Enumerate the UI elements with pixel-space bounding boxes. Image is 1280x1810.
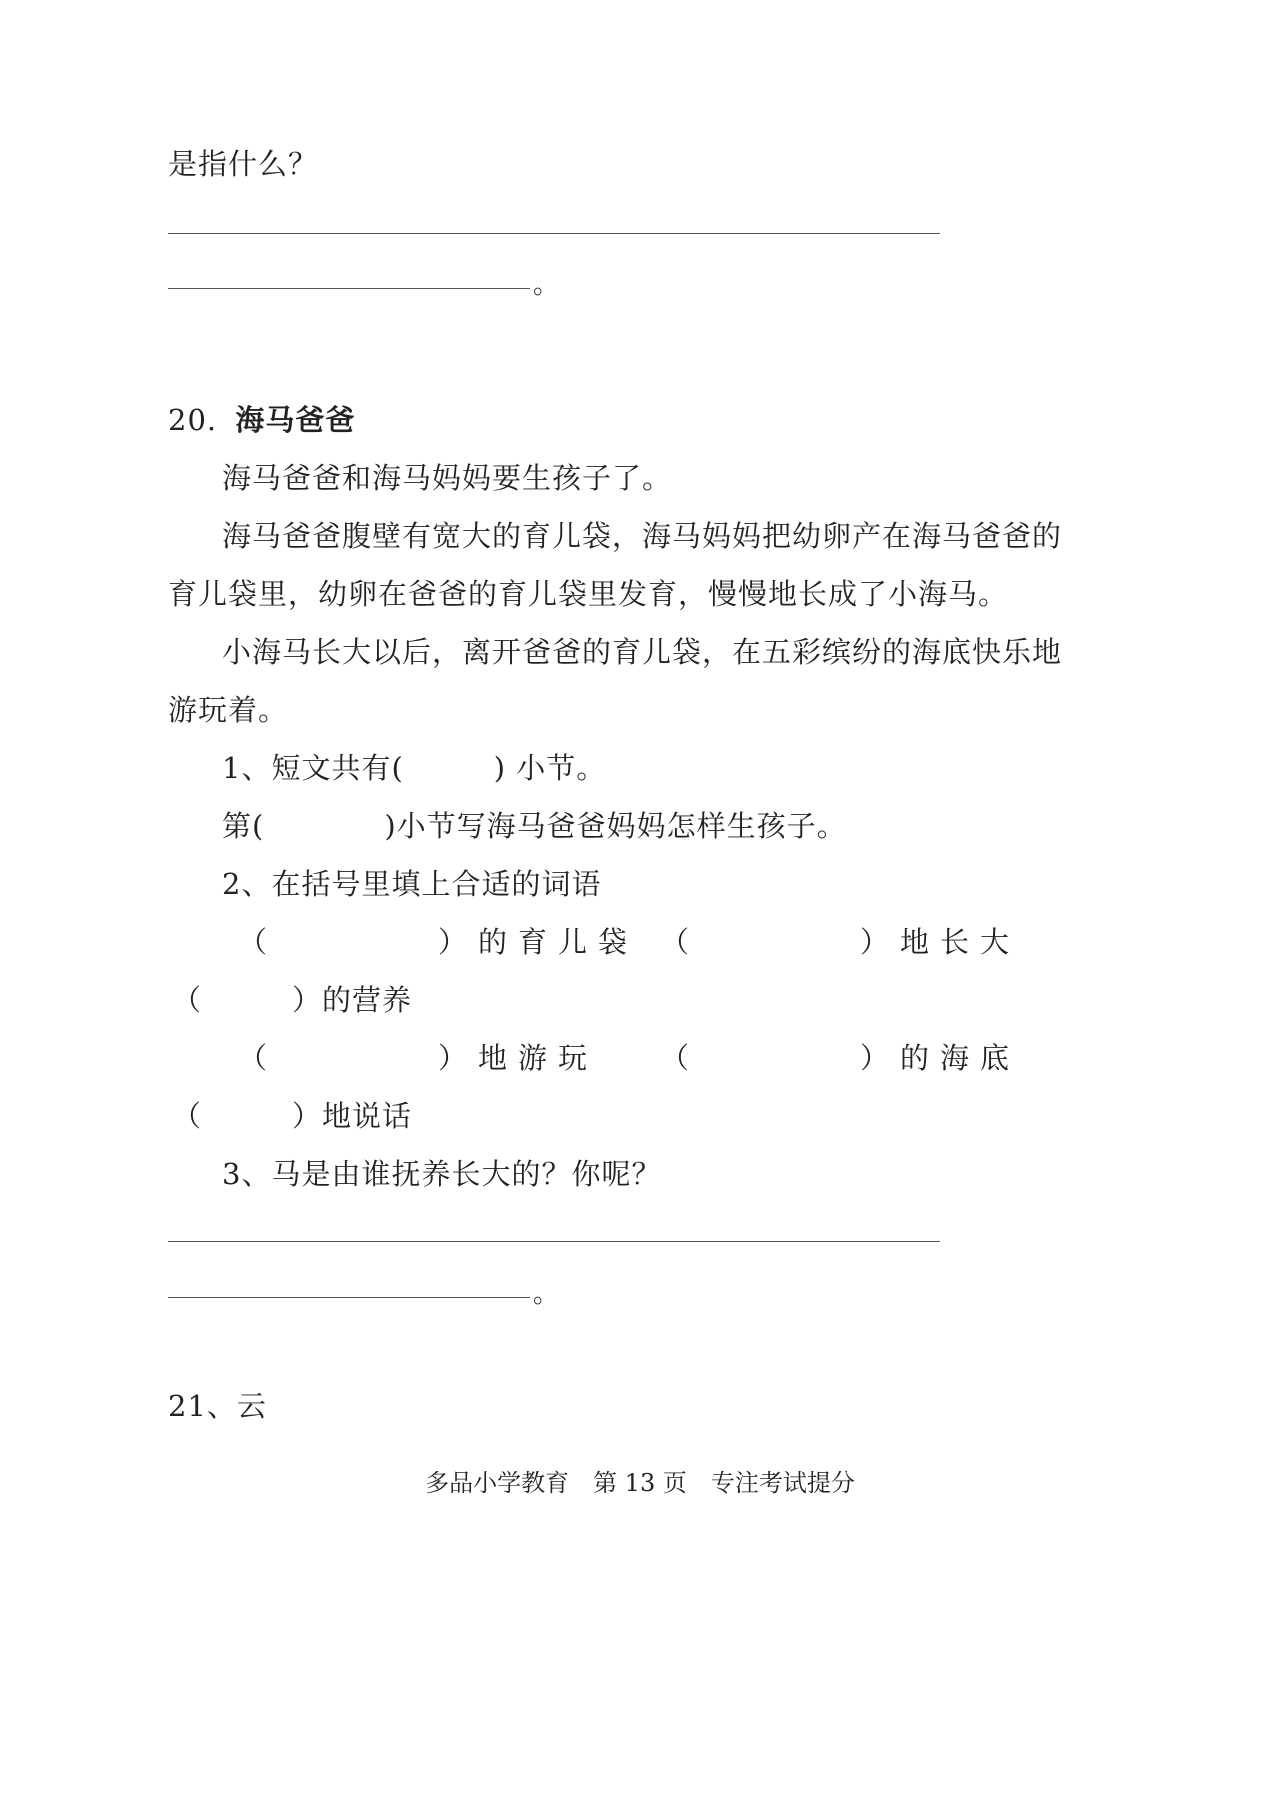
q20-sub1-count[interactable]: 1、短文共有( ) 小节。 — [222, 751, 607, 785]
q20-title: 海马爸爸 — [235, 403, 356, 437]
answer-end-mark-2: 。 — [533, 1279, 560, 1309]
q20-sub1-which[interactable]: 第( )小节写海马爸爸妈妈怎样生孩子。 — [222, 809, 847, 843]
q20-paragraph-2a: 海马爸爸腹壁有宽大的育儿袋，海马妈妈把幼卵产在海马爸爸的 — [222, 519, 1063, 553]
page-footer: 多品小学教育 第 13 页 专注考试提分 — [425, 1469, 855, 1497]
fill-blank-5[interactable]: （ ）的海底 — [660, 1041, 1021, 1075]
q20-paragraph-2b: 育儿袋里，幼卵在爸爸的育儿袋里发育，慢慢地长成了小海马。 — [168, 577, 1009, 611]
answer-line-2[interactable] — [168, 288, 530, 289]
prev-question-text: 是指什么？ — [168, 147, 319, 181]
fill-blank-3[interactable]: （ ）的营养 — [172, 983, 413, 1017]
fill-blank-1[interactable]: （ ）的育儿袋 — [238, 925, 639, 959]
q20-paragraph-3a: 小海马长大以后，离开爸爸的育儿袋，在五彩缤纷的海底快乐地 — [222, 635, 1063, 669]
answer-line-1[interactable] — [168, 233, 940, 234]
q20-sub2-instruction: 2、在括号里填上合适的词语 — [222, 867, 602, 901]
answer-end-mark: 。 — [533, 270, 560, 300]
fill-blank-4[interactable]: （ ）地游玩 — [238, 1041, 599, 1075]
q20-sub3-question: 3、马是由谁抚养长大的？你呢？ — [222, 1157, 662, 1191]
q21-heading: 21、云 — [168, 1389, 267, 1423]
fill-blank-2[interactable]: （ ）地长大 — [660, 925, 1021, 959]
q20-heading — [168, 400, 355, 440]
q20-paragraph-1: 海马爸爸和海马妈妈要生孩子了。 — [222, 461, 673, 495]
answer-line-3[interactable] — [168, 1241, 940, 1242]
q20-paragraph-3b: 游玩着。 — [168, 693, 289, 727]
answer-line-4[interactable] — [168, 1297, 530, 1298]
fill-blank-6[interactable]: （ ）地说话 — [172, 1099, 413, 1133]
q20-number: 20. — [168, 403, 218, 437]
